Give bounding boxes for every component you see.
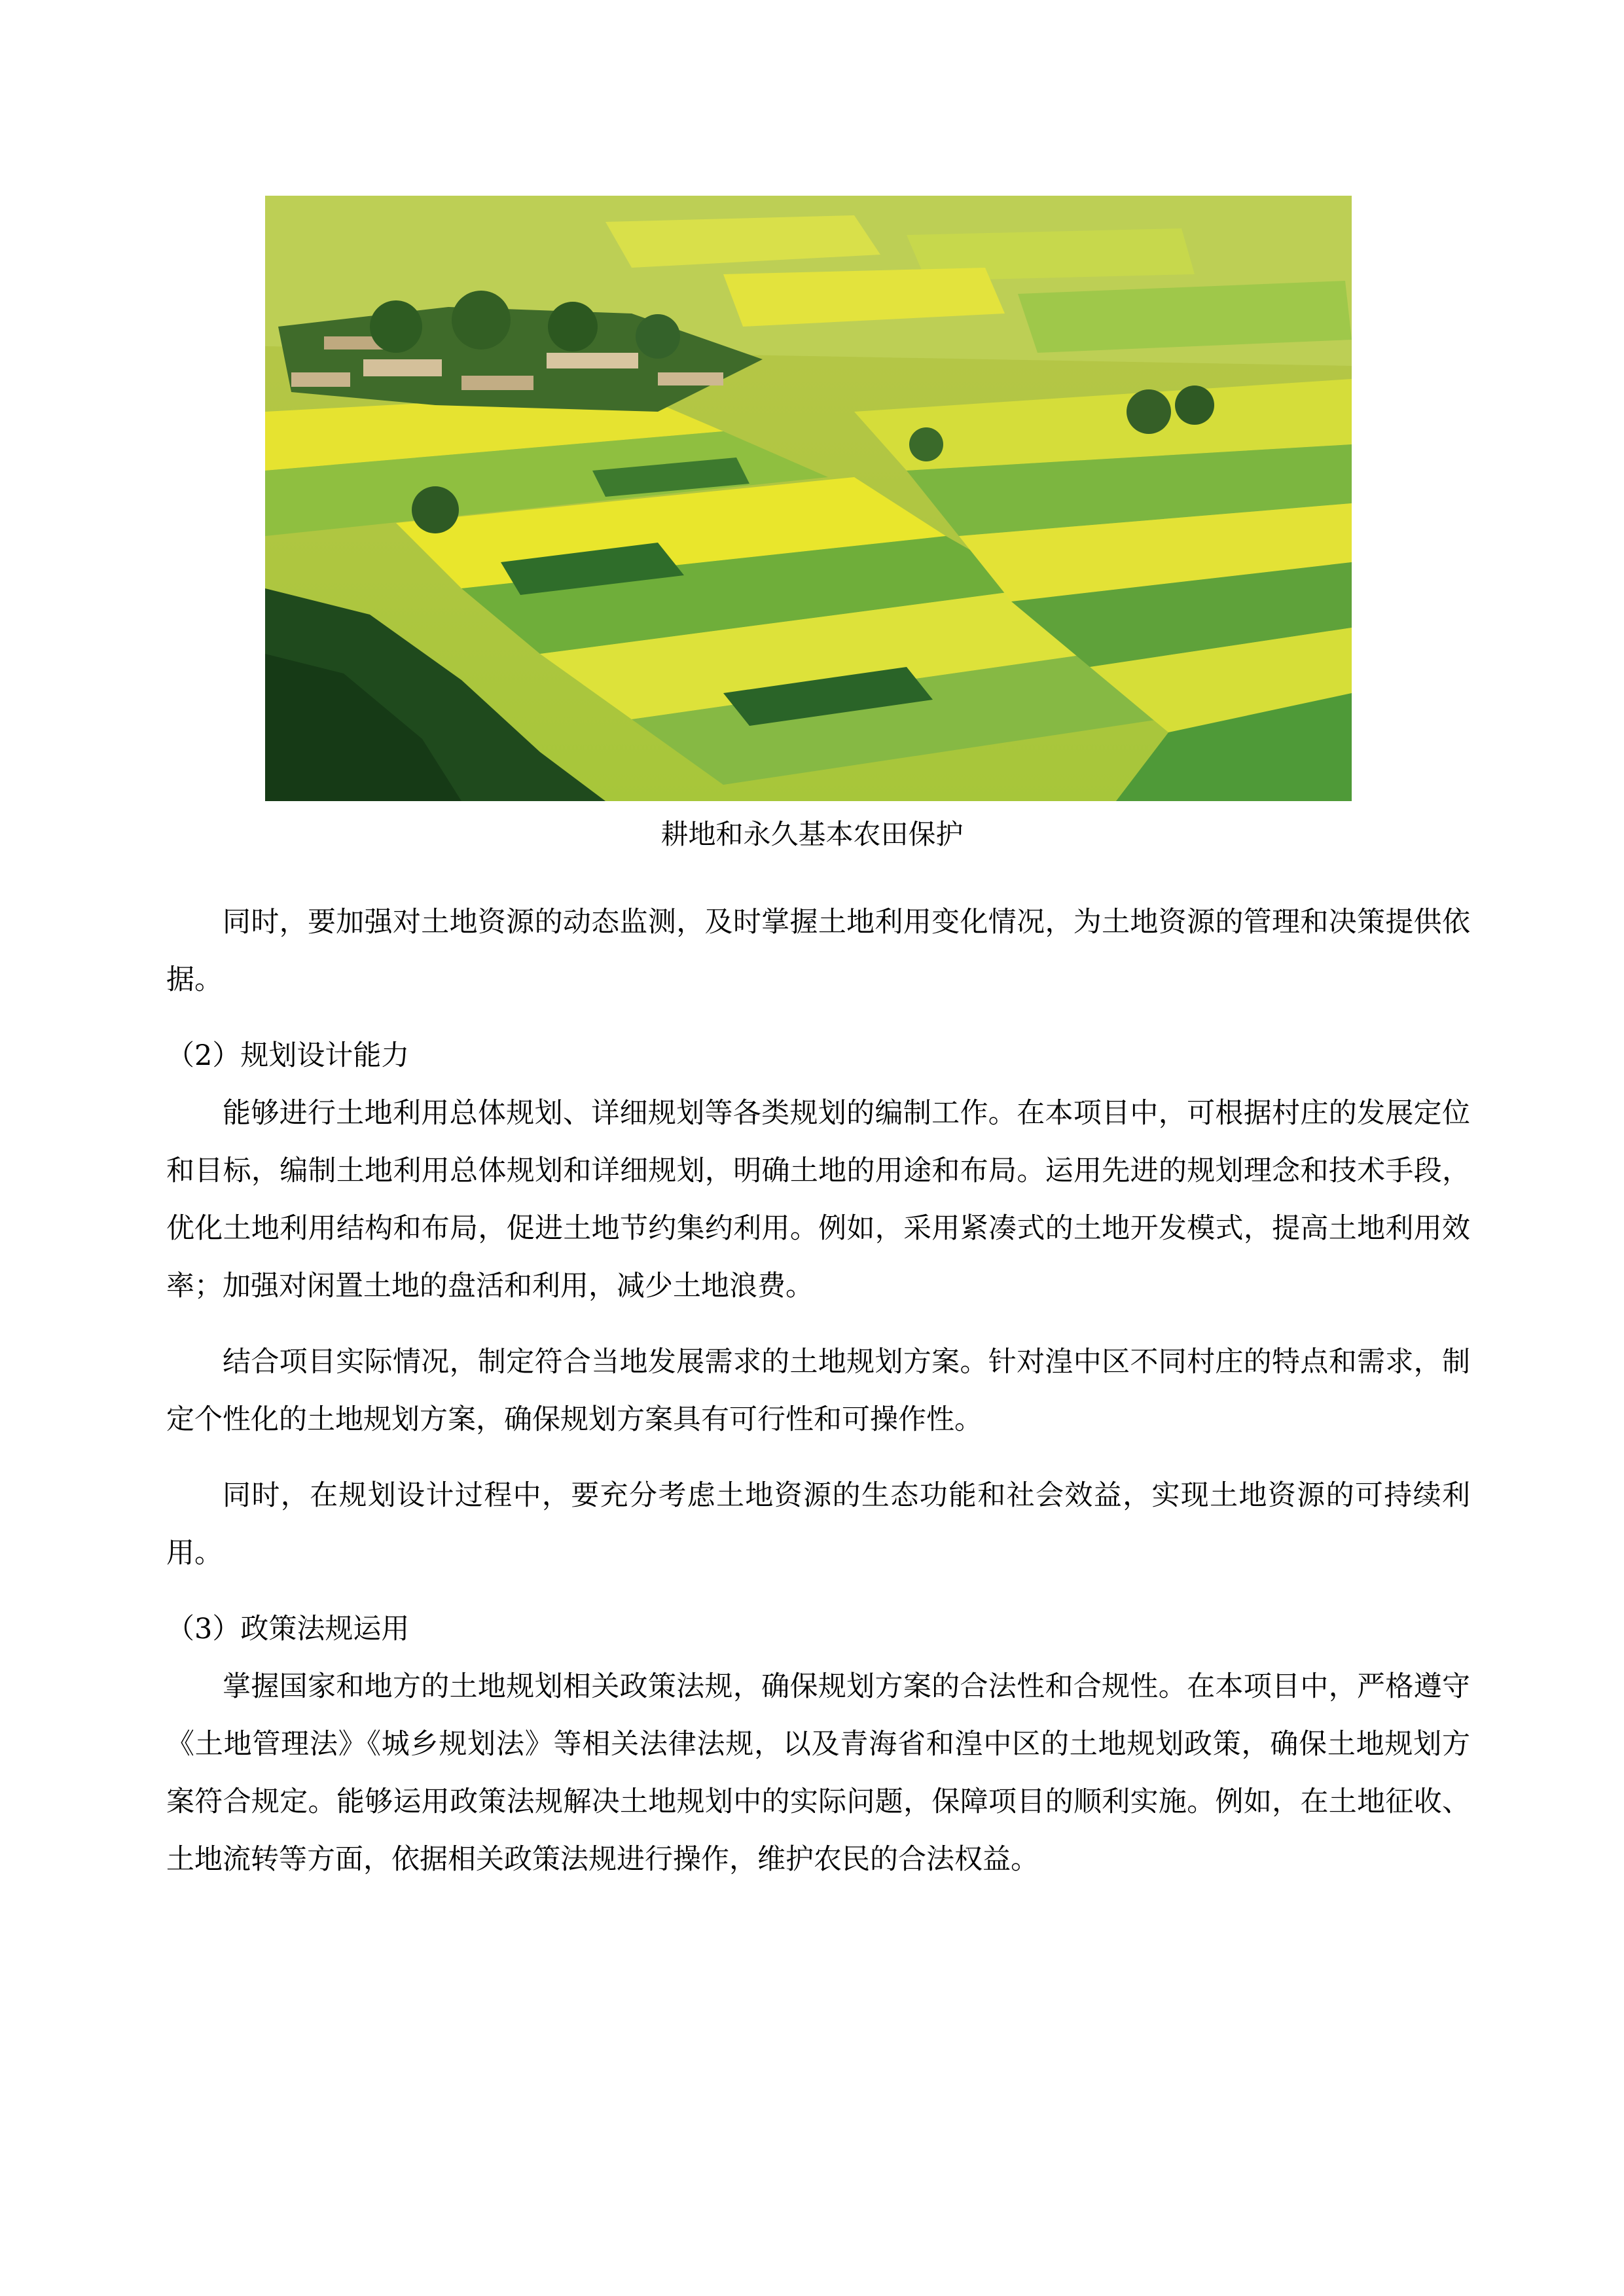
section-heading-planning-design: （2）规划设计能力 (166, 1039, 410, 1072)
paragraph-sustainability: 同时，在规划设计过程中，要充分考虑土地资源的生态功能和社会效益，实现土地资源的可持续利用。 (166, 1479, 1470, 1570)
paragraph-policy-regulations: 掌握国家和地方的土地规划相关政策法规，确保规划方案的合法性和合规性。在本项目中，严格遵守《土地管理法》《城乡规划法》等相关法律法规，以及青海省和湟中区的土地规划政策，确保土地规划方案符合规定。能够运用政策法规解决土地规划中的实际问题，保障项目的顺利实施。例如，在土地征收、土地流转等方面，依据相关政策法规进行操作，维护农民的合法权益。 (166, 1670, 1470, 1876)
document-body (166, 893, 1470, 1907)
paragraph-planning-ability: 能够进行土地利用总体规划、详细规划等各类规划的编制工作。在本项目中，可根据村庄的发展定位和目标，编制土地利用总体规划和详细规划，明确土地的用途和布局。运用先进的规划理念和技术手段，优化土地利用结构和布局，促进土地节约集约利用。例如，采用紧凑式的土地开发模式，提高土地利用效率；加强对闲置土地的盘活和利用，减少土地浪费。 (166, 1097, 1470, 1302)
farmland-figure (265, 196, 1352, 801)
figure-caption: 耕地和永久基本农田保护 (660, 818, 964, 850)
section-heading-policy: （3）政策法规运用 (166, 1613, 410, 1645)
paragraph-plan-formulation: 结合项目实际情况，制定符合当地发展需求的土地规划方案。针对湟中区不同村庄的特点和需求，制定个性化的土地规划方案，确保规划方案具有可行性和可操作性。 (166, 1346, 1470, 1436)
paragraph-monitoring: 同时，要加强对土地资源的动态监测，及时掌握土地利用变化情况，为土地资源的管理和决策提供依据。 (166, 906, 1470, 996)
farmland-photo-icon (265, 196, 1352, 801)
